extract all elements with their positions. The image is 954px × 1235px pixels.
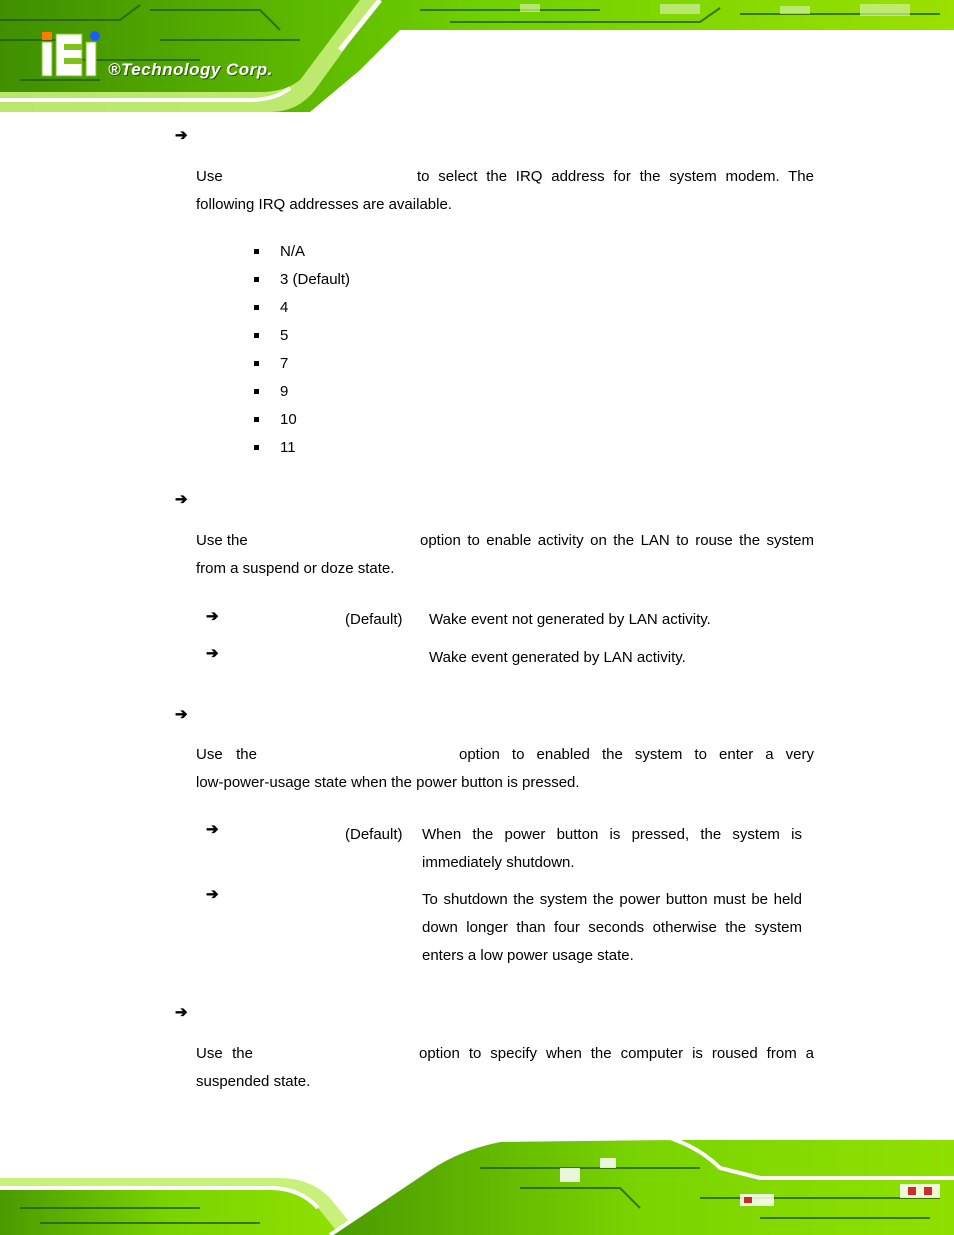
bullet-icon: [254, 361, 259, 366]
section-4-text-c: suspended state.: [196, 1073, 311, 1090]
list-item: 3 (Default): [280, 271, 351, 288]
bullet-icon: [254, 305, 259, 310]
option-description: To shutdown the system the power button must be held: [422, 891, 802, 908]
bullet-icon: [254, 333, 259, 338]
list-item: N/A: [280, 243, 306, 260]
option-arrow-icon: ➔: [206, 886, 219, 903]
list-item: 7: [280, 355, 289, 372]
section-1-text-c: following IRQ addresses are available.: [196, 196, 452, 213]
option-description: enters a low power usage state.: [422, 947, 634, 964]
section-2-text-a: Use the: [196, 532, 248, 549]
option-description: down longer than four seconds otherwise the system: [422, 919, 802, 936]
brand-name: ®Technology Corp.: [108, 60, 273, 79]
section-4-text-a: Use the: [196, 1045, 253, 1062]
option-description: Wake event generated by LAN activity.: [429, 649, 686, 666]
bullet-icon: [254, 417, 259, 422]
option-arrow-icon: ➔: [206, 821, 219, 838]
list-item: 11: [280, 439, 296, 456]
list-item: 10: [280, 411, 297, 428]
section-3-text-b: option to enabled the system to enter a very: [459, 746, 814, 763]
bullet-icon: [254, 445, 259, 450]
section-2-text-b: option to enable activity on the LAN to rouse the system: [420, 532, 814, 549]
section-1-text-b: to select the IRQ address for the system modem. The: [417, 168, 814, 185]
list-item: 5: [280, 327, 289, 344]
section-1-text-a: Use: [196, 168, 223, 185]
bullet-icon: [254, 277, 259, 282]
section-4-text-b: option to specify when the computer is roused from a: [419, 1045, 814, 1062]
section-4-arrow-icon: ➔: [175, 1004, 188, 1021]
option-description: immediately shutdown.: [422, 854, 575, 871]
list-item: 4: [280, 299, 289, 316]
option-default-label: (Default): [345, 611, 403, 628]
section-2-arrow-icon: ➔: [175, 491, 188, 508]
option-description: Wake event not generated by LAN activity.: [429, 611, 711, 628]
section-3-text-c: low-power-usage state when the power button is pressed.: [196, 774, 580, 791]
footer-circuit-banner: [0, 1128, 954, 1235]
option-description: When the power button is pressed, the system is: [422, 826, 802, 843]
section-1-arrow-icon: ➔: [175, 127, 188, 144]
section-3-arrow-icon: ➔: [175, 706, 188, 723]
option-arrow-icon: ➔: [206, 608, 219, 625]
option-default-label: (Default): [345, 826, 403, 843]
header-circuit-banner: [0, 0, 954, 112]
list-item: 9: [280, 383, 289, 400]
option-arrow-icon: ➔: [206, 645, 219, 662]
section-2-text-c: from a suspend or doze state.: [196, 560, 395, 577]
section-3-text-a: Use the: [196, 746, 257, 763]
logo-dot-orange: [42, 32, 52, 40]
bullet-icon: [254, 389, 259, 394]
bullet-icon: [254, 249, 259, 254]
